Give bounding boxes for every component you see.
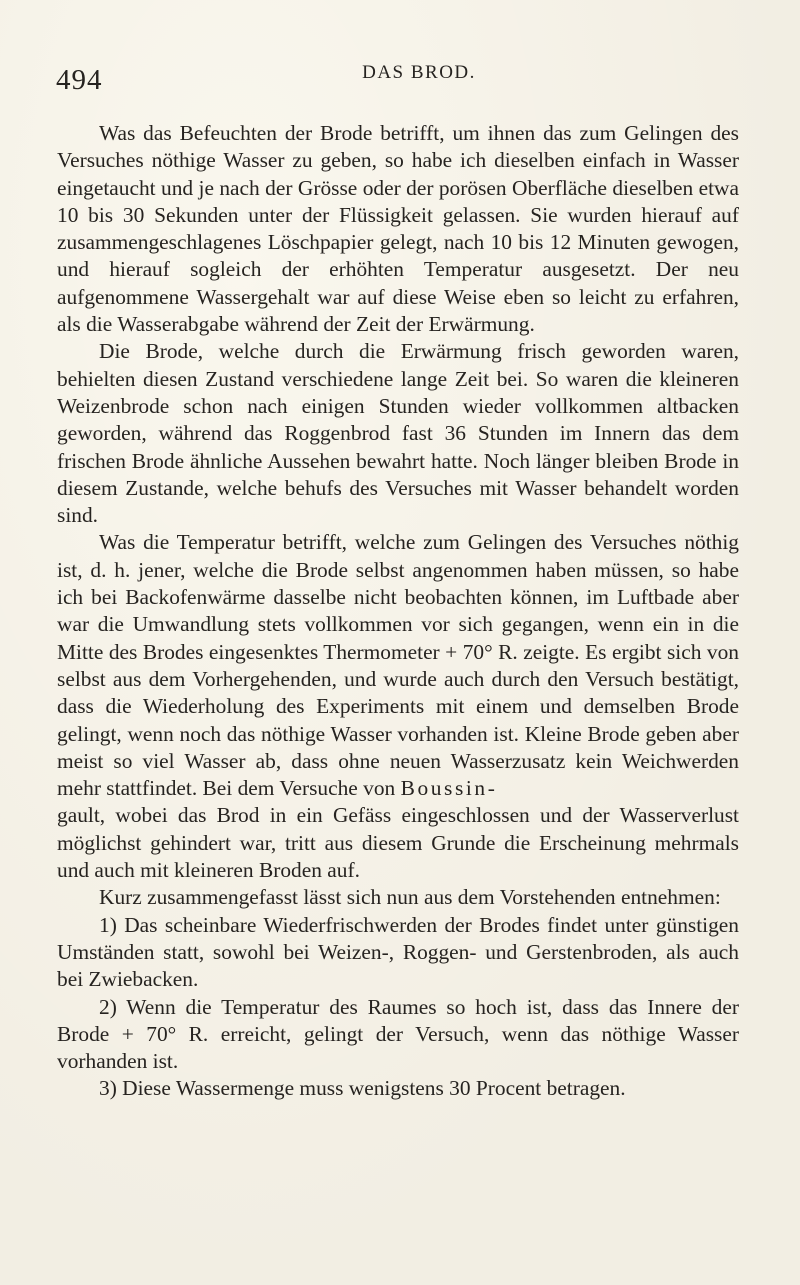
running-title: DAS BROD.	[362, 62, 476, 83]
author-name-boussingault: Boussin-	[400, 776, 498, 801]
page-number: 494	[56, 64, 103, 96]
paragraph-temperatur-continued: gault, wobei das Brod in ein Gefäss eingeschlossen und der Wasserverlust möglichst gehindert war, tritt aus diesem Grunde die Erscheinung mehrmals und auch mit kleineren Broden auf.	[57, 803, 739, 883]
paragraph-zusammengefasst: Kurz zusammengefasst lässt sich nun aus dem Vorstehenden entnehmen:	[99, 885, 721, 910]
conclusion-item-2: 2) Wenn die Temperatur des Raumes so hoch ist, dass das Innere der Brode + 70° R. erreicht, gelingt der Versuch, wenn das nöthige Wasser vorhanden ist.	[57, 994, 739, 1074]
body-text	[57, 120, 739, 1103]
paragraph-befeuchten: Was das Befeuchten der Brode betrifft, um ihnen das zum Gelingen des Versuches nöthige Wasser zu geben, so habe ich dieselben einfach in Wasser eingetaucht und je nach der Grösse oder der porösen Oberfläche dieselben etwa 10 bis 30 Sekunden unter der Flüssigkeit gelassen. Sie wurden hierauf auf zusammengeschlagenes Löschpapier gelegt, nach 10 bis 12 Minuten gewogen, und hierauf sogleich der erhöhten Temperatur ausgesetzt. Der neu aufgenommene Wassergehalt war auf diese Weise eben so leicht zu erfahren, als die Wasserabgabe während der Zeit der Erwärmung.	[57, 121, 739, 337]
paragraph-frisch-geworden: Die Brode, welche durch die Erwärmung frisch geworden waren, behielten diesen Zustand verschiedene lange Zeit bei. So waren die kleineren Weizenbrode schon nach einigen Stunden wieder vollkommen altbacken geworden, während das Roggenbrod fast 36 Stunden im Innern das dem frischen Brode ähnliche Aussehen bewahrt hatte. Noch länger bleiben Brode in diesem Zustande, welche behufs des Versuches mit Wasser behandelt worden sind.	[57, 339, 739, 528]
paragraph-temperatur-text: Was die Temperatur betrifft, welche zum Gelingen des Versuches nöthig ist, d. h. jener, welche die Brode selbst angenommen haben müssen, so habe ich bei Backofenwärme dasselbe nicht beobachten können, im Luftbade aber war die Umwandlung stets vollkommen vor sich gegangen, wenn ein in die Mitte des Brodes eingesenktes Thermometer + 70° R. zeigte. Es ergibt sich von selbst aus dem Vorhergehenden, und wurde auch durch den Versuch bestätigt, dass die Wiederholung des Experiments mit einem und demselben Brode gelingt, wenn noch das nöthige Wasser vorhanden ist. Kleine Brode geben aber meist so viel Wasser ab, dass ohne neuen Wasserzusatz kein Weichwerden mehr stattfindet. Bei dem Versuche von	[57, 530, 739, 801]
paragraph-temperatur	[57, 529, 739, 884]
conclusion-item-1: 1) Das scheinbare Wiederfrischwerden der Brodes findet unter günstigen Umständen statt, sowohl bei Weizen-, Roggen- und Gerstenbroden, als auch bei Zwiebacken.	[57, 912, 739, 992]
conclusion-item-3: 3) Diese Wassermenge muss wenigstens 30 Procent betragen.	[99, 1076, 626, 1101]
